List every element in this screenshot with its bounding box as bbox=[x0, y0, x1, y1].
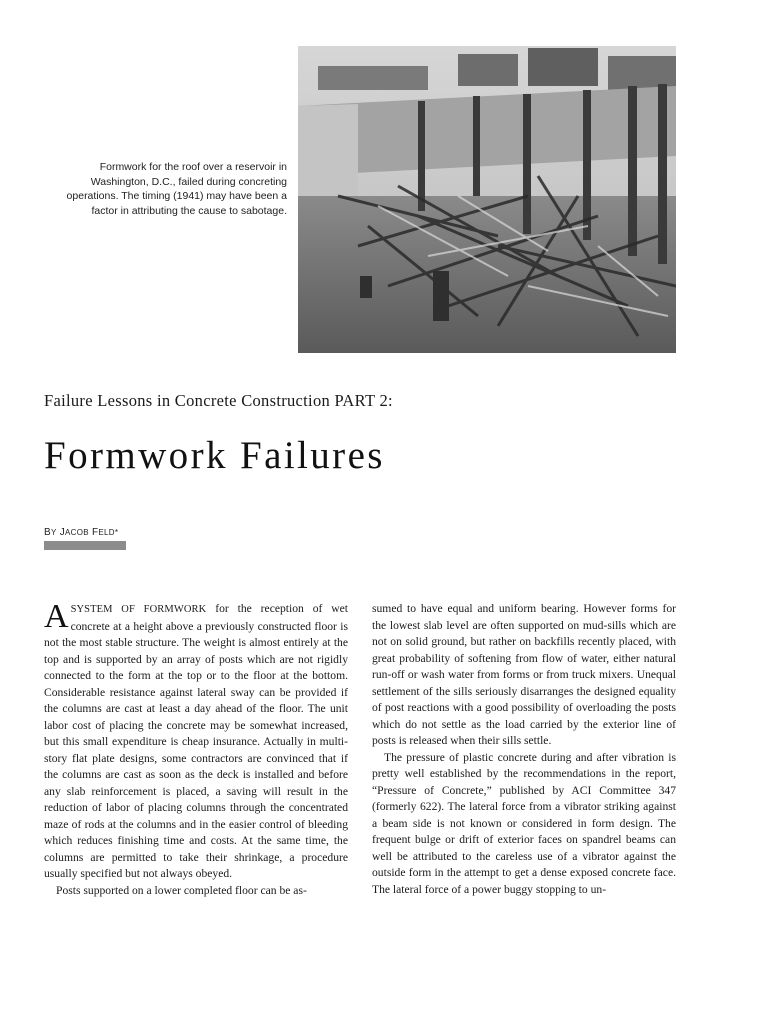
paragraph-2-start: Posts supported on a lower completed floor can be as- bbox=[56, 883, 307, 897]
byline-first-initial: J bbox=[59, 527, 66, 538]
series-heading: Failure Lessons in Concrete Construction PART 2: bbox=[44, 391, 393, 410]
byline-by-initial: B bbox=[44, 527, 51, 538]
article-column-left bbox=[44, 598, 349, 899]
paragraph-2-continued: sumed to have equal and uniform bearing. However forms for the lowest slab level are often supported on mud-sills which are not on solid ground, but rather on backfills recently placed, with great probability of softening from flow of water, either natural run-off or wash water from forms or from truck mixers. Unequal settlement of the sills seriously disarranges the designed equality of post reactions with a good possibility of overloading the posts which do not settle as the load carried by the exterior line of posts is released when their sills settle. bbox=[372, 602, 676, 747]
photo-caption: Formwork for the roof over a reservoir in Washington, D.C., failed during concreting operations. The timing (1941) may have been a factor in attributing the cause to sabotage. bbox=[66, 161, 287, 217]
article-title: Formwork Failures bbox=[44, 434, 385, 477]
lead-paragraph bbox=[44, 598, 349, 883]
byline-by-rest: Y bbox=[50, 528, 57, 537]
byline-first-rest: ACOB bbox=[65, 528, 89, 537]
byline-rule bbox=[44, 541, 126, 550]
drop-cap: A bbox=[44, 598, 69, 635]
lead-text: for the reception of wet concrete at a height above a previously constructed floor is not the most stable structure. The weight is almost entirely at the top and is supported by an array of posts which are not rigidly connected to the form at the top or to the floor at the bottom. Considerable resistance against lateral sway can be provided if the columns are cast at least a day ahead of the floor. The unit labor cost of placing the concrete may be somewhat increased, but this small expenditure is cheap insurance. Actually in multi-story flat plate designs, some contractors are convinced that if the columns are cast as soon as the deck is installed and before any slab reinforcement is placed, a saving will result in the reduction of labor of placing columns through the concentrated maze of rods at the columns and in the easier control of bleeding which reduces finishing time and costs. At the same time, the columns are permitted to take their shrinkage, a procedure usually specified but not always obeyed. bbox=[44, 602, 349, 880]
byline bbox=[44, 527, 118, 538]
byline-last-initial: F bbox=[92, 527, 99, 538]
lead-smallcaps: SYSTEM OF FORMWORK bbox=[70, 604, 207, 615]
byline-last-rest: ELD* bbox=[98, 528, 119, 537]
collapsed-formwork-photo bbox=[298, 46, 676, 353]
article-column-right bbox=[372, 601, 676, 898]
paragraph-3: The pressure of plastic concrete during and after vibration is pretty well established by the recommendations in the report, “Pressure of Concrete,” published by ACI Committee 347 (formerly 622). The lateral force from a vibrator striking against a beam side is not known or considered in form design. The frequent bulge or drift of exterior faces on spandrel beams can well be attributed to the careless use of a vibrator against the outside form in the attempt to get a dense exposed concrete face. The lateral force of a power buggy stopping to un- bbox=[372, 750, 676, 896]
photo-illustration bbox=[298, 46, 676, 353]
